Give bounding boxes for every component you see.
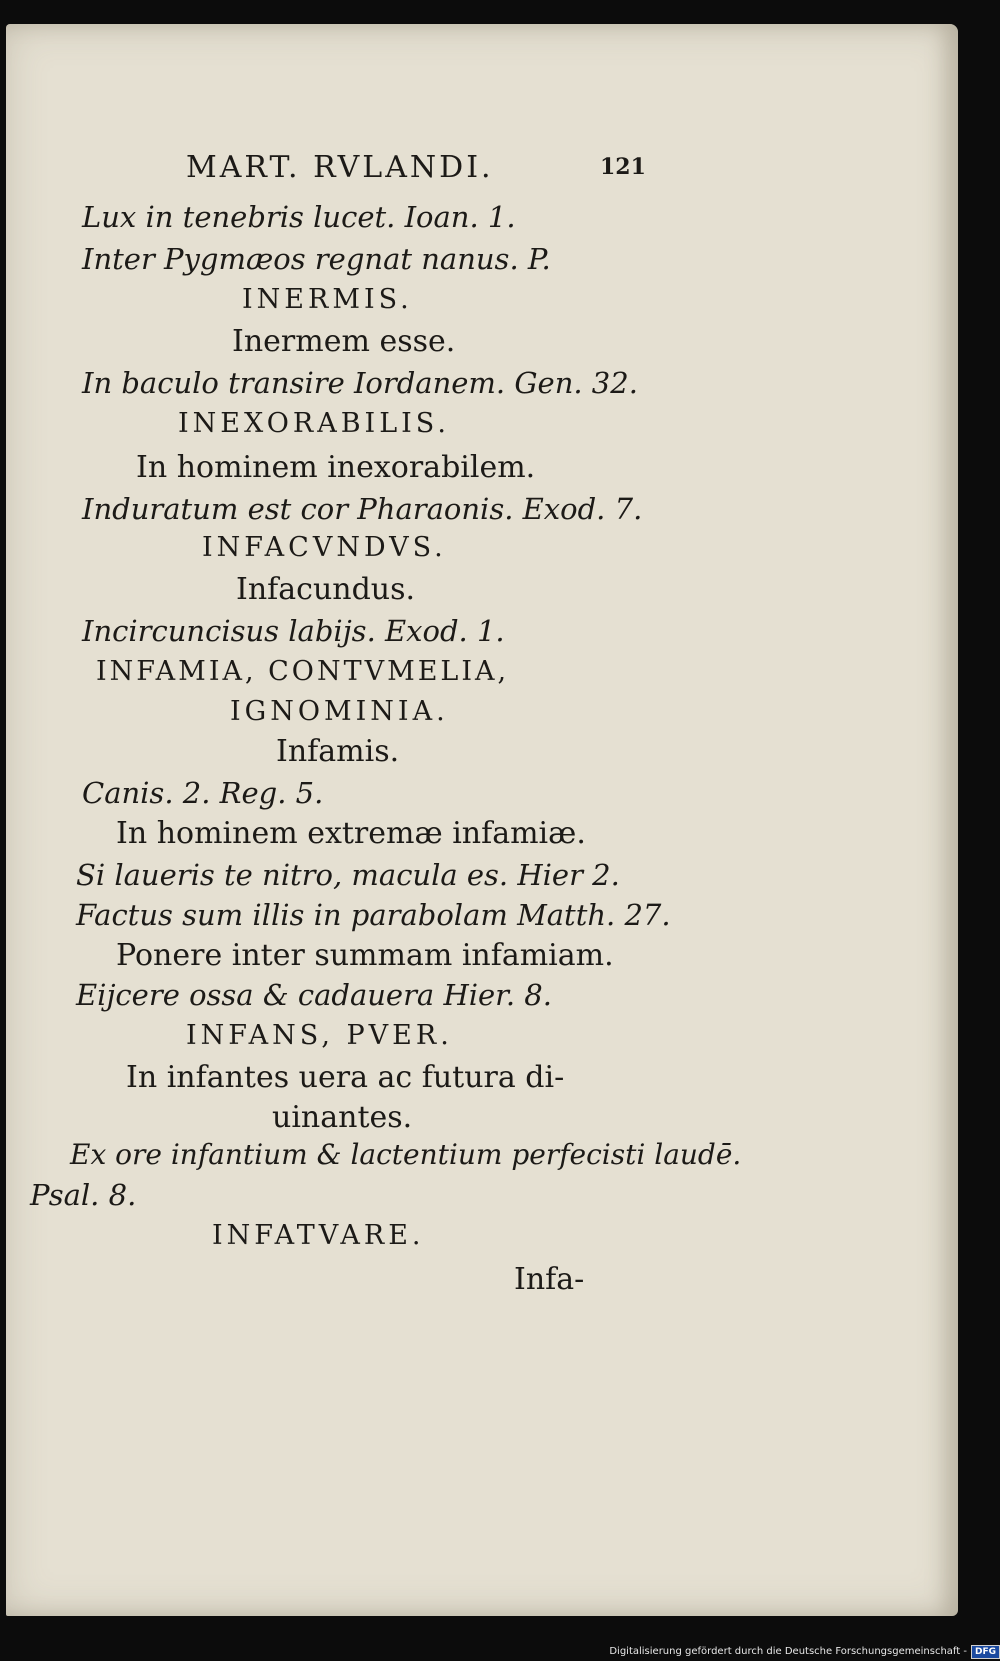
entry-heading: INFANS, PVER. [186,1020,453,1051]
entry-heading: INFACVNDVS. [202,532,447,563]
entry-heading: IGNOMINIA. [230,696,449,727]
text-line: Ponere inter summam infamiam. [116,938,614,973]
text-line: In infantes uera ac futura di- [126,1060,565,1095]
text-line: In hominem inexorabilem. [136,450,536,485]
entry-heading: INEXORABILIS. [178,408,450,439]
text-line: Psal. 8. [30,1178,137,1212]
page-number: 121 [600,154,646,180]
text-line: Incircuncisus labijs. Exod. 1. [82,614,505,648]
entry-heading: INERMIS. [242,284,413,315]
text-line: Inermem esse. [232,324,456,359]
text-line: Inter Pygmæos regnat nanus. P. [82,242,551,276]
text-line: uinantes. [272,1100,413,1135]
text-line: Infacundus. [236,572,416,607]
credit-text: Digitalisierung gefördert durch die Deutsche Forschungsgemeinschaft - [609,1646,967,1657]
running-title: MART. RVLANDI. [186,150,494,185]
entry-heading: INFATVARE. [212,1220,425,1251]
book-page [6,24,958,1616]
catchword: Infa- [514,1262,585,1297]
text-line: Factus sum illis in parabolam Matth. 27. [76,898,671,932]
text-line: Induratum est cor Pharaonis. Exod. 7. [82,492,643,526]
dfg-logo: DFG [971,1645,1000,1659]
text-line: Ex ore infantium & lactentium perfecisti laudē. [70,1138,742,1171]
text-line: Si laueris te nitro, macula es. Hier 2. [76,858,620,892]
text-line: Infamis. [276,734,400,769]
digitization-credit [608,1642,1000,1661]
text-line: Eijcere ossa & cadauera Hier. 8. [76,978,552,1012]
entry-heading: INFAMIA, CONTVMELIA, [96,656,510,687]
text-line: Lux in tenebris lucet. Ioan. 1. [82,200,516,234]
text-line: In hominem extremæ infamiæ. [116,816,586,851]
text-line: Canis. 2. Reg. 5. [82,776,324,810]
text-line: In baculo transire Iordanem. Gen. 32. [82,366,638,400]
